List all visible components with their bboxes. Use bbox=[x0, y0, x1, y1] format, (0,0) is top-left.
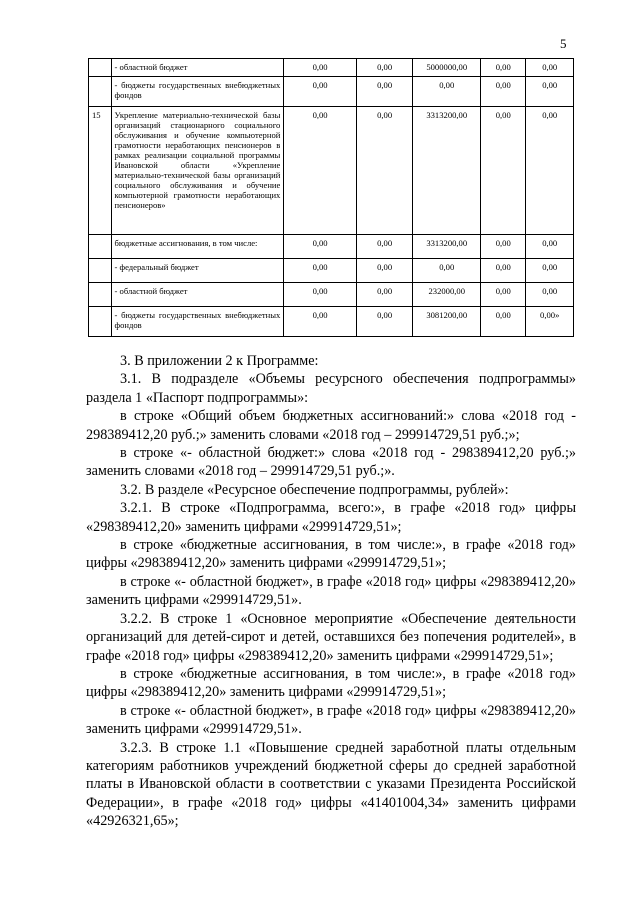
value-cell: 0,00 bbox=[481, 107, 526, 235]
row-number: 15 bbox=[89, 107, 112, 235]
value-cell: 0,00 bbox=[284, 107, 357, 235]
table-row bbox=[89, 77, 574, 107]
row-number bbox=[89, 307, 112, 337]
paragraph: в строке «- областной бюджет», в графе «2018 год» цифры «298389412,20» заменить цифрами «299914729,51». bbox=[86, 702, 576, 738]
table-row bbox=[89, 307, 574, 337]
value-cell: 0,00 bbox=[526, 259, 574, 283]
value-cell: 0,00 bbox=[356, 259, 413, 283]
table-row bbox=[89, 259, 574, 283]
value-cell: 0,00 bbox=[526, 283, 574, 307]
value-cell: 0,00 bbox=[413, 259, 481, 283]
paragraph: в строке «Общий объем бюджетных ассигнований:» слова «2018 год - 298389412,20 руб.;» заменить словами «2018 год – 299914729,51 руб.;»; bbox=[86, 408, 576, 443]
table-row bbox=[89, 235, 574, 259]
value-cell: 0,00 bbox=[481, 259, 526, 283]
value-cell: 0,00 bbox=[284, 259, 357, 283]
value-cell: 3313200,00 bbox=[413, 235, 481, 259]
value-cell: 3313200,00 bbox=[413, 107, 481, 235]
value-cell: 0,00 bbox=[526, 59, 574, 77]
row-name: - областной бюджет bbox=[111, 59, 284, 77]
paragraph: 3.2. В разделе «Ресурсное обеспечение подпрограммы, рублей»: bbox=[120, 481, 509, 498]
value-cell: 0,00 bbox=[356, 283, 413, 307]
value-cell: 0,00 bbox=[284, 307, 357, 337]
row-name: - бюджеты государственных внебюджетных фондов bbox=[111, 77, 284, 107]
row-number bbox=[89, 283, 112, 307]
paragraph: в строке «бюджетные ассигнования, в том числе:», в графе «2018 год» цифры «298389412,20» заменить цифрами «299914729,51»; bbox=[86, 665, 576, 701]
paragraph: 3.2.1. В строке «Подпрограмма, всего:», в графе «2018 год» цифры «298389412,20» заменить цифрами «299914729,51»; bbox=[86, 500, 576, 535]
paragraph: 3. В приложении 2 к Программе: bbox=[120, 353, 319, 369]
value-cell: 5000000,00 bbox=[413, 59, 481, 77]
value-cell: 0,00 bbox=[413, 77, 481, 107]
value-cell: 0,00 bbox=[284, 77, 357, 107]
paragraph: 3.2.2. В строке 1 «Основное мероприятие «Обеспечение деятельности организаций для детей-сирот и детей, оставшихся без попечения родителей», в графе «2018 год» цифры «298389412,20» заменить цифрами «299914729,51»; bbox=[86, 610, 576, 664]
row-name: - федеральный бюджет bbox=[111, 259, 284, 283]
value-cell: 3081200,00 bbox=[413, 307, 481, 337]
row-name: - областной бюджет bbox=[111, 283, 284, 307]
value-cell: 232000,00 bbox=[413, 283, 481, 307]
value-cell: 0,00 bbox=[356, 307, 413, 337]
paragraph: 3.1. В подразделе «Объемы ресурсного обеспечения подпрограммы» раздела 1 «Паспорт подпрограммы»: bbox=[86, 371, 576, 406]
value-cell: 0,00 bbox=[481, 77, 526, 107]
value-cell: 0,00 bbox=[356, 107, 413, 235]
value-cell: 0,00 bbox=[526, 77, 574, 107]
budget-table bbox=[88, 58, 574, 337]
document-body bbox=[86, 352, 576, 831]
value-cell: 0,00 bbox=[481, 59, 526, 77]
row-number bbox=[89, 59, 112, 77]
value-cell: 0,00 bbox=[284, 283, 357, 307]
paragraph: в строке «- областной бюджет:» слова «2018 год - 298389412,20 руб.;» заменить словами «2018 год – 299914729,51 руб.;». bbox=[86, 445, 576, 480]
row-name: - бюджеты государственных внебюджетных фондов bbox=[111, 307, 284, 337]
paragraph: в строке «- областной бюджет», в графе «2018 год» цифры «298389412,20» заменить цифрами «299914729,51». bbox=[86, 573, 576, 609]
row-name: бюджетные ассигнования, в том числе: bbox=[111, 235, 284, 259]
row-number bbox=[89, 77, 112, 107]
value-cell: 0,00 bbox=[481, 235, 526, 259]
value-cell: 0,00 bbox=[356, 59, 413, 77]
paragraph: 3.2.3. В строке 1.1 «Повышение средней заработной платы отдельным категориям работников учреждений бюджетной сферы до средней заработной платы в Ивановской области в соответствии с указами Президента Российской Федерации», в графе «2018 год» цифры «41401004,34» заменить цифрами «42926321,65»; bbox=[86, 739, 576, 830]
value-cell: 0,00 bbox=[526, 235, 574, 259]
table-row bbox=[89, 107, 574, 235]
row-number bbox=[89, 259, 112, 283]
value-cell: 0,00» bbox=[526, 307, 574, 337]
value-cell: 0,00 bbox=[481, 307, 526, 337]
value-cell: 0,00 bbox=[526, 107, 574, 235]
page-number: 5 bbox=[560, 36, 567, 51]
row-name: Укрепление материально-технической базы организаций стационарного социального обслуживания и обучение компьютерной грамотности неработающих пенсионеров в рамках реализации социальной программы Ивановской области «Укрепление материально-технической базы организаций социального обслуживания и обучение компьютерной грамотности неработающих пенсионеров» bbox=[111, 107, 284, 235]
value-cell: 0,00 bbox=[356, 77, 413, 107]
table-row bbox=[89, 59, 574, 77]
value-cell: 0,00 bbox=[284, 59, 357, 77]
value-cell: 0,00 bbox=[356, 235, 413, 259]
value-cell: 0,00 bbox=[481, 283, 526, 307]
table-row bbox=[89, 283, 574, 307]
row-number bbox=[89, 235, 112, 259]
value-cell: 0,00 bbox=[284, 235, 357, 259]
paragraph: в строке «бюджетные ассигнования, в том числе:», в графе «2018 год» цифры «298389412,20» заменить цифрами «299914729,51»; bbox=[86, 537, 576, 572]
